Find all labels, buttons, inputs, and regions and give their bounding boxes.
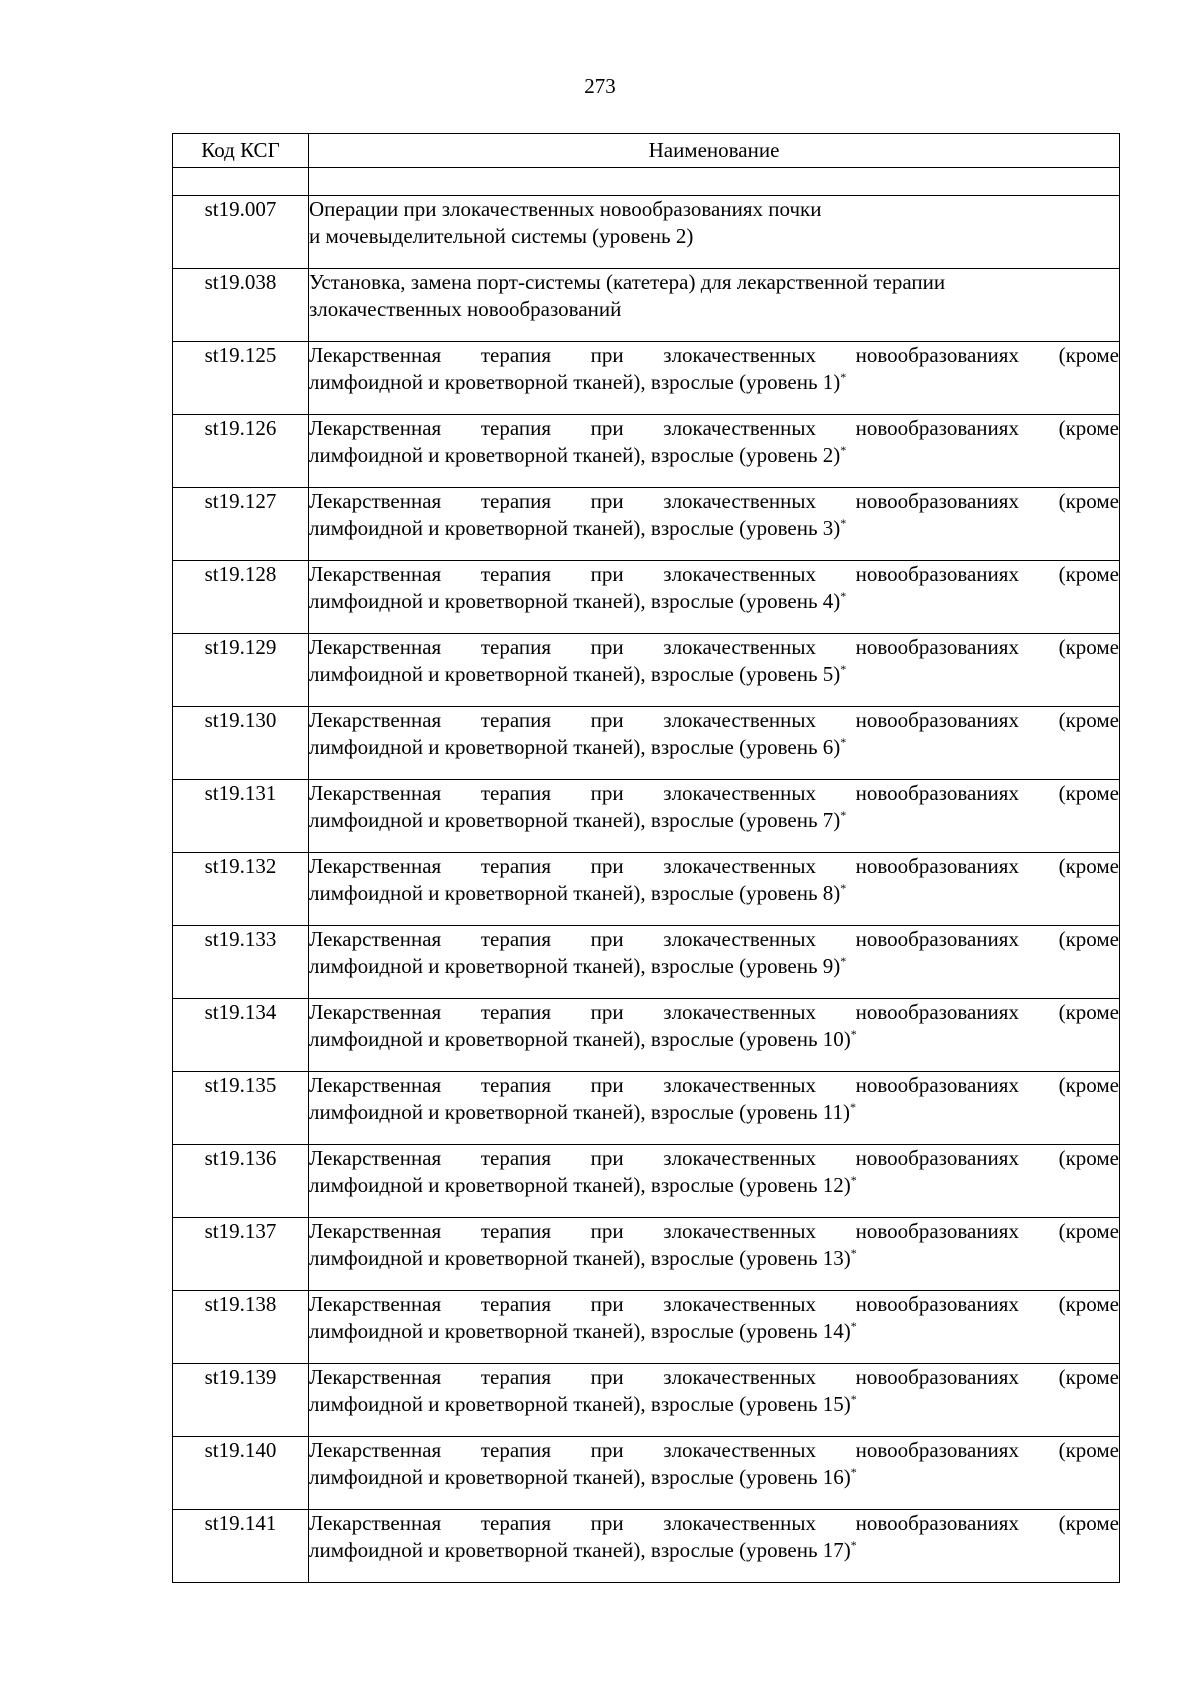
table-row (173, 1145, 1120, 1218)
ksg-name-line-1: Лекарственная терапия при злокачественных новообразованиях (кроме (309, 489, 1119, 513)
table-row (173, 269, 1120, 342)
ksg-name-line-1: Лекарственная терапия при злокачественных новообразованиях (кроме (309, 635, 1119, 659)
footnote-marker: * (850, 1538, 857, 1552)
ksg-name-line-2 (309, 1099, 1119, 1126)
ksg-name-line-2-text: лимфоидной и кроветворной тканей), взрослые (уровень 3) (309, 516, 841, 540)
ksg-name-line-2-text: и мочевыделительной системы (уровень 2) (309, 224, 694, 248)
ksg-name-line-2-text: лимфоидной и кроветворной тканей), взрослые (уровень 15) (309, 1392, 851, 1416)
ksg-name-line-1: Лекарственная терапия при злокачественных новообразованиях (кроме (309, 927, 1119, 951)
ksg-name (309, 780, 1120, 853)
ksg-name (309, 415, 1120, 488)
ksg-name-line-2 (309, 807, 1119, 834)
ksg-name-line-2 (309, 223, 1119, 250)
table-row (173, 926, 1120, 999)
ksg-name-line-2 (309, 1318, 1119, 1345)
ksg-code: st19.140 (173, 1437, 309, 1510)
ksg-name-line-1: Лекарственная терапия при злокачественных новообразованиях (кроме (309, 1438, 1119, 1462)
ksg-code: st19.139 (173, 1364, 309, 1437)
ksg-name-line-2 (309, 296, 1119, 323)
table-row (173, 1510, 1120, 1583)
ksg-code: st19.126 (173, 415, 309, 488)
ksg-name-line-2-text: лимфоидной и кроветворной тканей), взрослые (уровень 8) (309, 881, 841, 905)
ksg-code: st19.128 (173, 561, 309, 634)
ksg-code: st19.007 (173, 196, 309, 269)
footnote-marker: * (850, 1173, 857, 1187)
ksg-name-line-1: Лекарственная терапия при злокачественных новообразованиях (кроме (309, 854, 1119, 878)
ksg-code: st19.137 (173, 1218, 309, 1291)
ksg-name (309, 196, 1120, 269)
ksg-name-line-1: Лекарственная терапия при злокачественных новообразованиях (кроме (309, 1073, 1119, 1097)
footnote-marker: * (840, 662, 847, 676)
ksg-name (309, 488, 1120, 561)
ksg-name-line-1: Лекарственная терапия при злокачественных новообразованиях (кроме (309, 1000, 1119, 1024)
ksg-name-line-1: Лекарственная терапия при злокачественных новообразованиях (кроме (309, 1292, 1119, 1316)
ksg-name-line-1: Лекарственная терапия при злокачественных новообразованиях (кроме (309, 1511, 1119, 1535)
table-row (173, 415, 1120, 488)
ksg-name (309, 634, 1120, 707)
footnote-marker: * (850, 1100, 857, 1114)
footnote-marker: * (840, 516, 847, 530)
ksg-code: st19.129 (173, 634, 309, 707)
ksg-name-line-2-text: лимфоидной и кроветворной тканей), взрослые (уровень 13) (309, 1246, 851, 1270)
ksg-code: st19.134 (173, 999, 309, 1072)
table-row (173, 342, 1120, 415)
ksg-name-line-2-text: злокачественных новообразований (309, 297, 622, 321)
ksg-name (309, 561, 1120, 634)
ksg-name-line-2-text: лимфоидной и кроветворной тканей), взрослые (уровень 11) (309, 1100, 851, 1124)
ksg-name-line-1: Лекарственная терапия при злокачественных новообразованиях (кроме (309, 1365, 1119, 1389)
ksg-name-line-2-text: лимфоидной и кроветворной тканей), взрослые (уровень 14) (309, 1319, 851, 1343)
footnote-marker: * (840, 954, 847, 968)
ksg-name-line-2-text: лимфоидной и кроветворной тканей), взрослые (уровень 17) (309, 1538, 851, 1562)
table-row (173, 1218, 1120, 1291)
ksg-name (309, 1072, 1120, 1145)
table-row (173, 634, 1120, 707)
table-row (173, 196, 1120, 269)
ksg-name-line-1: Лекарственная терапия при злокачественных новообразованиях (кроме (309, 1219, 1119, 1243)
ksg-name-line-2 (309, 953, 1119, 980)
footnote-marker: * (840, 808, 847, 822)
ksg-name (309, 1218, 1120, 1291)
ksg-code: st19.138 (173, 1291, 309, 1364)
header-name: Наименование (309, 134, 1120, 168)
ksg-name-line-2 (309, 588, 1119, 615)
ksg-name-line-1: Лекарственная терапия при злокачественных новообразованиях (кроме (309, 708, 1119, 732)
ksg-name-line-2 (309, 369, 1119, 396)
ksg-code: st19.130 (173, 707, 309, 780)
ksg-code: st19.127 (173, 488, 309, 561)
ksg-name (309, 1145, 1120, 1218)
ksg-name-line-2 (309, 1026, 1119, 1053)
ksg-name (309, 1437, 1120, 1510)
footnote-marker: * (840, 370, 847, 384)
ksg-name-line-2-text: лимфоидной и кроветворной тканей), взрослые (уровень 10) (309, 1027, 851, 1051)
footnote-marker: * (840, 589, 847, 603)
ksg-code: st19.135 (173, 1072, 309, 1145)
ksg-name-line-2 (309, 1464, 1119, 1491)
table-row (173, 707, 1120, 780)
ksg-name (309, 1364, 1120, 1437)
ksg-name-line-2 (309, 1172, 1119, 1199)
ksg-name-line-1: Операции при злокачественных новообразованиях почки (309, 197, 822, 221)
ksg-code: st19.038 (173, 269, 309, 342)
page-number: 273 (584, 74, 616, 98)
blank-cell (309, 168, 1120, 196)
ksg-name-line-2-text: лимфоидной и кроветворной тканей), взрослые (уровень 12) (309, 1173, 851, 1197)
ksg-table (172, 133, 1120, 1583)
ksg-name (309, 1510, 1120, 1583)
ksg-name (309, 1291, 1120, 1364)
ksg-name-line-1: Лекарственная терапия при злокачественных новообразованиях (кроме (309, 343, 1119, 367)
ksg-name (309, 342, 1120, 415)
table-row (173, 999, 1120, 1072)
ksg-name (309, 853, 1120, 926)
ksg-code: st19.131 (173, 780, 309, 853)
ksg-code: st19.132 (173, 853, 309, 926)
footnote-marker: * (850, 1246, 857, 1260)
ksg-name (309, 999, 1120, 1072)
ksg-name-line-2 (309, 1391, 1119, 1418)
ksg-name-line-2-text: лимфоидной и кроветворной тканей), взрослые (уровень 5) (309, 662, 841, 686)
ksg-name-line-2 (309, 734, 1119, 761)
ksg-name-line-1: Лекарственная терапия при злокачественных новообразованиях (кроме (309, 416, 1119, 440)
table-row (173, 853, 1120, 926)
table-row (173, 1364, 1120, 1437)
ksg-name-line-1: Лекарственная терапия при злокачественных новообразованиях (кроме (309, 1146, 1119, 1170)
ksg-name-line-2-text: лимфоидной и кроветворной тканей), взрослые (уровень 16) (309, 1465, 851, 1489)
ksg-name-line-2 (309, 1537, 1119, 1564)
ksg-name-line-2 (309, 515, 1119, 542)
ksg-code: st19.141 (173, 1510, 309, 1583)
ksg-name-line-2-text: лимфоидной и кроветворной тканей), взрослые (уровень 9) (309, 954, 841, 978)
ksg-name (309, 707, 1120, 780)
ksg-code: st19.133 (173, 926, 309, 999)
ksg-name-line-2-text: лимфоидной и кроветворной тканей), взрослые (уровень 2) (309, 443, 841, 467)
table-row (173, 1291, 1120, 1364)
footnote-marker: * (840, 735, 847, 749)
table-row (173, 1437, 1120, 1510)
ksg-name-line-2-text: лимфоидной и кроветворной тканей), взрослые (уровень 6) (309, 735, 841, 759)
ksg-name-line-2 (309, 661, 1119, 688)
ksg-name-line-2-text: лимфоидной и кроветворной тканей), взрослые (уровень 7) (309, 808, 841, 832)
footnote-marker: * (840, 881, 847, 895)
header-row (173, 134, 1120, 168)
footnote-marker: * (840, 443, 847, 457)
ksg-name-line-2-text: лимфоидной и кроветворной тканей), взрослые (уровень 4) (309, 589, 841, 613)
ksg-name-line-2-text: лимфоидной и кроветворной тканей), взрослые (уровень 1) (309, 370, 841, 394)
header-code: Код КСГ (173, 134, 309, 168)
ksg-name-line-2 (309, 442, 1119, 469)
table-row (173, 488, 1120, 561)
ksg-name (309, 926, 1120, 999)
table-row (173, 780, 1120, 853)
ksg-name-line-2 (309, 880, 1119, 907)
footnote-marker: * (850, 1392, 857, 1406)
ksg-code: st19.136 (173, 1145, 309, 1218)
blank-cell (173, 168, 309, 196)
ksg-name-line-1: Лекарственная терапия при злокачественных новообразованиях (кроме (309, 562, 1119, 586)
ksg-code: st19.125 (173, 342, 309, 415)
blank-row (173, 168, 1120, 196)
footnote-marker: * (850, 1465, 857, 1479)
table-row (173, 1072, 1120, 1145)
ksg-name-line-2 (309, 1245, 1119, 1272)
ksg-name-line-1: Установка, замена порт-системы (катетера) для лекарственной терапии (309, 270, 946, 294)
ksg-name (309, 269, 1120, 342)
footnote-marker: * (850, 1027, 857, 1041)
footnote-marker: * (850, 1319, 857, 1333)
table-row (173, 561, 1120, 634)
ksg-name-line-1: Лекарственная терапия при злокачественных новообразованиях (кроме (309, 781, 1119, 805)
